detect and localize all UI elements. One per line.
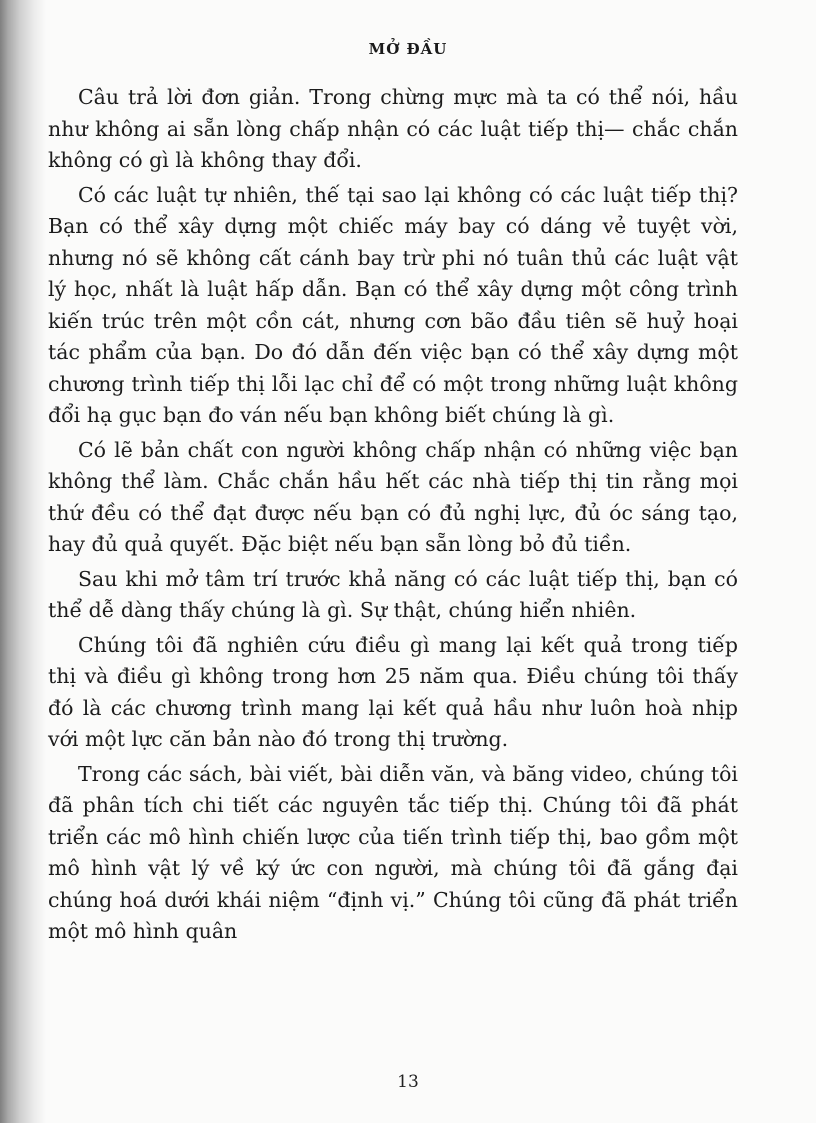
paragraph-1: Câu trả lời đơn giản. Trong chừng mực mà ta có thể nói, hầu như không ai sẵn lòng chấp nhận có các luật tiếp thị— chắc chắn không có gì là không thay đổi.	[48, 85, 738, 172]
paragraph-5: Chúng tôi đã nghiên cứu điều gì mang lại kết quả trong tiếp thị và điều gì không trong hơn 25 năm qua. Điều chúng tôi thấy đó là các chương trình mang lại kết quả hầu như luôn hoà nhịp với một lực căn bản nào đó trong thị trường.	[48, 632, 738, 751]
body-text	[48, 82, 738, 951]
paragraph-2: Có các luật tự nhiên, thế tại sao lại không có các luật tiếp thị? Bạn có thể xây dựng một chiếc máy bay có dáng vẻ tuyệt vời, nhưng nó sẽ không cất cánh bay trừ phi nó tuân thủ các luật vật lý học, nhất là luật hấp dẫn. Bạn có thể xây dựng một công trình kiến trúc trên một cồn cát, nhưng cơn bão đầu tiên sẽ huỷ hoại tác phẩm của bạn. Do đó dẫn đến việc bạn có thể xây dựng một chương trình tiếp thị lỗi lạc chỉ để có một trong những luật không đổi hạ gục bạn đo ván nếu bạn không biết chúng là gì.	[48, 182, 738, 427]
paragraph-4: Sau khi mở tâm trí trước khả năng có các luật tiếp thị, bạn có thể dễ dàng thấy chúng là gì. Sự thật, chúng hiển nhiên.	[48, 566, 738, 622]
paragraph-6: Trong các sách, bài viết, bài diễn văn, và băng video, chúng tôi đã phân tích chi tiết các nguyên tắc tiếp thị. Chúng tôi đã phát triển các mô hình chiến lược của tiến trình tiếp thị, bao gồm một mô hình vật lý về ký ức con người, mà chúng tôi đã gắng đại chúng hoá dưới khái niệm “định vị.” Chúng tôi cũng đã phát triển một mô hình quân	[48, 761, 738, 943]
page-number: 13	[397, 1072, 419, 1092]
paragraph-3: Có lẽ bản chất con người không chấp nhận có những việc bạn không thể làm. Chắc chắn hầu hết các nhà tiếp thị tin rằng mọi thứ đều có thể đạt được nếu bạn có đủ nghị lực, đủ óc sáng tạo, hay đủ quả quyết. Đặc biệt nếu bạn sẵn lòng bỏ đủ tiền.	[48, 437, 738, 556]
chapter-heading: MỞ ĐẦU	[368, 40, 448, 58]
binding-shadow	[0, 0, 46, 1123]
